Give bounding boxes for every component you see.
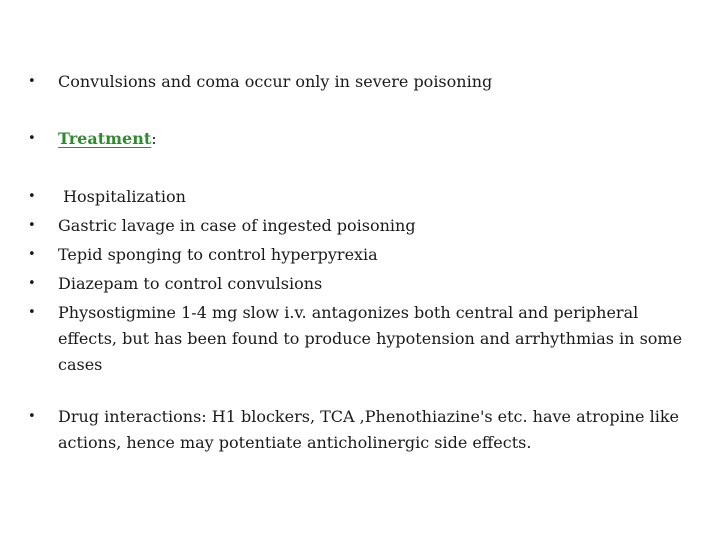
bullet-icon: • (28, 247, 36, 262)
bullet-text: Hospitalization (58, 187, 186, 206)
treatment-label: Treatment (58, 129, 152, 148)
section-heading (58, 126, 688, 152)
bullet-text: Tepid sponging to control hyperpyrexia (58, 245, 378, 264)
bullet-icon: • (28, 74, 36, 89)
bullet-icon: • (28, 131, 36, 146)
list-item (28, 242, 688, 268)
bullet-text: Physostigmine 1-4 mg slow i.v. antagonizes both central and peripheral effects, but has been found to produce hypotension and arrhythmias in some cases (58, 303, 683, 374)
bullet-text: Diazepam to control convulsions (58, 274, 323, 293)
bullet-text: Drug interactions: H1 blockers, TCA ,Phenothiazine's etc. have atropine like actions, hence may potentiate anticholinergic side effects. (58, 407, 679, 452)
bullet-text: Gastric lavage in case of ingested poisoning (58, 216, 416, 235)
bullet-text: Convulsions and coma occur only in severe poisoning (58, 72, 493, 91)
bullet-icon: • (28, 189, 36, 204)
list-item (28, 69, 688, 95)
list-item (28, 126, 688, 152)
list-item (28, 300, 688, 378)
list-item (28, 184, 688, 210)
bullet-icon: • (28, 409, 36, 424)
treatment-colon: : (151, 129, 157, 148)
bullet-icon: • (28, 305, 36, 320)
bullet-icon: • (28, 276, 36, 291)
list-item (28, 404, 688, 456)
list-item (28, 271, 688, 297)
bullet-icon: • (28, 218, 36, 233)
list-item (28, 213, 688, 239)
